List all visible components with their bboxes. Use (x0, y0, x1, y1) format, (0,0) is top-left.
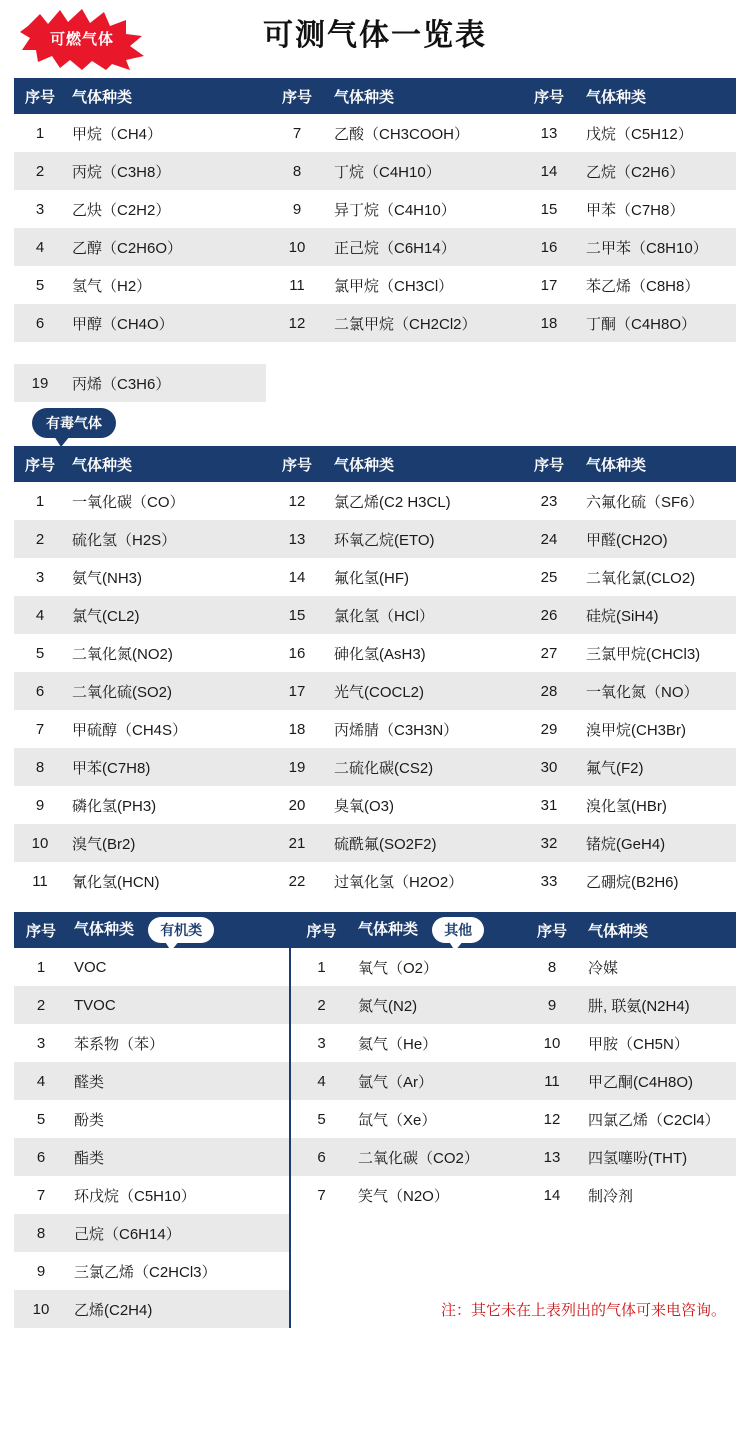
cell-gas-name: 乙烯(C2H4) (68, 1290, 290, 1328)
cell-no: 6 (14, 1138, 68, 1176)
table-row (14, 948, 736, 986)
cell-no: 24 (518, 520, 580, 558)
cell-no: 10 (266, 228, 328, 266)
cell-empty (352, 1252, 522, 1290)
cell-gas-name: 二氧化硫(SO2) (66, 672, 266, 710)
cell-gas-name: 苯乙烯（C8H8） (580, 266, 736, 304)
cell-gas-name: 氙气（Xe） (352, 1100, 522, 1138)
cell-gas-name: 环戊烷（C5H10） (68, 1176, 290, 1214)
cell-gas-name: 臭氧(O3) (328, 786, 518, 824)
cell-no: 4 (290, 1062, 352, 1100)
cell-no: 25 (518, 558, 580, 596)
col-header-name-1: 气体种类 (66, 446, 266, 482)
table-header-row (14, 912, 736, 948)
cell-gas-name: 甲胺（CH5N） (582, 1024, 736, 1062)
cell-gas-name: TVOC (68, 986, 290, 1024)
cell-gas-name: 氯乙烯(C2 H3CL) (328, 482, 518, 520)
other-category-tag: 其他 (432, 917, 484, 943)
cell-gas-name: 甲硫醇（CH4S） (66, 710, 266, 748)
cell-gas-name: 一氧化氮（NO） (580, 672, 736, 710)
table-row (14, 1252, 736, 1290)
cell-no: 8 (14, 748, 66, 786)
cell-no: 2 (14, 986, 68, 1024)
cell-gas-name: 氨气(NH3) (66, 558, 266, 596)
col-header-name-2: 气体种类 (328, 446, 518, 482)
cell-empty (518, 364, 580, 402)
cell-gas-name: 甲烷（CH4） (66, 114, 266, 152)
table-header-row (14, 446, 736, 482)
flammable-gas-table (14, 78, 736, 402)
cell-gas-name: 氯气(CL2) (66, 596, 266, 634)
cell-gas-name: 己烷（C6H14） (68, 1214, 290, 1252)
cell-gas-name: 四氢噻吩(THT) (582, 1138, 736, 1176)
cell-gas-name: 乙烷（C2H6） (580, 152, 736, 190)
cell-no: 22 (266, 862, 328, 900)
cell-empty (522, 1214, 582, 1252)
cell-gas-name: VOC (68, 948, 290, 986)
cell-no: 13 (518, 114, 580, 152)
organic-other-table (14, 912, 736, 1328)
cell-gas-name: 丙烯腈（C3H3N） (328, 710, 518, 748)
cell-gas-name: 六氟化硫（SF6） (580, 482, 736, 520)
cell-no: 18 (518, 304, 580, 342)
cell-gas-name: 硅烷(SiH4) (580, 596, 736, 634)
table-row (14, 1176, 736, 1214)
cell-gas-name: 氩气（Ar） (352, 1062, 522, 1100)
cell-gas-name: 甲醛(CH2O) (580, 520, 736, 558)
organic-category-tag: 有机类 (148, 917, 214, 943)
cell-no: 26 (518, 596, 580, 634)
table-row (14, 520, 736, 558)
cell-no: 19 (266, 748, 328, 786)
table-row (14, 1100, 736, 1138)
table-row (14, 1024, 736, 1062)
cell-gas-name: 笑气（N2O） (352, 1176, 522, 1214)
table-row (14, 228, 736, 266)
cell-no: 12 (266, 482, 328, 520)
cell-gas-name: 制冷剂 (582, 1176, 736, 1214)
cell-no: 10 (14, 824, 66, 862)
cell-no: 18 (266, 710, 328, 748)
cell-no: 28 (518, 672, 580, 710)
cell-gas-name: 甲苯(C7H8) (66, 748, 266, 786)
cell-gas-name: 溴化氢(HBr) (580, 786, 736, 824)
table-row (14, 190, 736, 228)
cell-no: 8 (522, 948, 582, 986)
table-row (14, 1062, 736, 1100)
cell-gas-name: 肼, 联氨(N2H4) (582, 986, 736, 1024)
cell-no: 3 (14, 190, 66, 228)
cell-no: 16 (266, 634, 328, 672)
col-header-name-3: 气体种类 (580, 78, 736, 114)
cell-gas-name: 冷媒 (582, 948, 736, 986)
cell-gas-name: 砷化氢(AsH3) (328, 634, 518, 672)
cell-gas-name: 二氧化氮(NO2) (66, 634, 266, 672)
cell-gas-name: 酯类 (68, 1138, 290, 1176)
cell-gas-name: 正己烷（C6H14） (328, 228, 518, 266)
cell-gas-name: 乙醇（C2H6O） (66, 228, 266, 266)
cell-no: 14 (518, 152, 580, 190)
cell-empty (290, 1214, 352, 1252)
cell-gas-name: 氯化氢（HCl） (328, 596, 518, 634)
cell-no: 14 (266, 558, 328, 596)
table-row (14, 710, 736, 748)
cell-gas-name: 醛类 (68, 1062, 290, 1100)
cell-no: 2 (290, 986, 352, 1024)
cell-no: 5 (290, 1100, 352, 1138)
cell-no: 10 (14, 1290, 68, 1328)
cell-no: 6 (14, 672, 66, 710)
flammable-badge-label: 可燃气体 (49, 30, 114, 48)
cell-gas-name: 异丁烷（C4H10） (328, 190, 518, 228)
col-header-name-other (352, 912, 522, 948)
cell-no: 1 (290, 948, 352, 986)
col-header-no-other: 序号 (290, 912, 352, 948)
table-row (14, 266, 736, 304)
table-row (14, 824, 736, 862)
col-header-name-organic-text: 气体种类 (74, 920, 135, 938)
cell-no: 6 (290, 1138, 352, 1176)
cell-gas-name: 氯甲烷（CH3Cl） (328, 266, 518, 304)
cell-empty (522, 1252, 582, 1290)
cell-empty (582, 1214, 736, 1252)
bottom-section (14, 912, 736, 1328)
col-header-name-other-2: 气体种类 (582, 912, 736, 948)
cell-no: 11 (14, 862, 66, 900)
cell-no: 5 (14, 1100, 68, 1138)
cell-no: 3 (14, 1024, 68, 1062)
cell-gas-name: 硫酰氟(SO2F2) (328, 824, 518, 862)
col-header-name-organic (68, 912, 290, 948)
table-row (14, 304, 736, 342)
cell-no: 4 (14, 596, 66, 634)
col-header-no-1: 序号 (14, 446, 66, 482)
table-header-row (14, 78, 736, 114)
cell-no: 8 (266, 152, 328, 190)
cell-no: 12 (522, 1100, 582, 1138)
cell-gas-name: 二硫化碳(CS2) (328, 748, 518, 786)
cell-gas-name: 一氧化碳（CO） (66, 482, 266, 520)
cell-no: 1 (14, 114, 66, 152)
cell-no: 2 (14, 520, 66, 558)
cell-no: 5 (14, 266, 66, 304)
cell-gas-name: 二氧化碳（CO2） (352, 1138, 522, 1176)
table-row (14, 482, 736, 520)
cell-no: 29 (518, 710, 580, 748)
cell-no: 15 (518, 190, 580, 228)
cell-no: 9 (266, 190, 328, 228)
cell-no: 17 (266, 672, 328, 710)
cell-empty (266, 364, 328, 402)
cell-gas-name: 环氧乙烷(ETO) (328, 520, 518, 558)
page-header (14, 0, 736, 78)
col-header-no-other-2: 序号 (522, 912, 582, 948)
cell-no: 1 (14, 948, 68, 986)
table-row (14, 152, 736, 190)
cell-gas-name: 甲乙酮(C4H8O) (582, 1062, 736, 1100)
cell-gas-name: 乙炔（C2H2） (66, 190, 266, 228)
table-row (14, 986, 736, 1024)
table-row (14, 748, 736, 786)
cell-no: 8 (14, 1214, 68, 1252)
cell-gas-name: 硫化氢（H2S） (66, 520, 266, 558)
cell-no: 11 (522, 1062, 582, 1100)
toxic-gas-table (14, 446, 736, 900)
cell-empty (290, 1290, 352, 1328)
cell-no: 3 (14, 558, 66, 596)
cell-gas-name: 酚类 (68, 1100, 290, 1138)
cell-gas-name: 氰化氢(HCN) (66, 862, 266, 900)
footer-note: 注：其它未在上表列出的气体可来电咨询。 (352, 1290, 736, 1328)
cell-no: 33 (518, 862, 580, 900)
cell-gas-name: 光气(COCL2) (328, 672, 518, 710)
spacer-cell (14, 342, 736, 364)
cell-no: 4 (14, 1062, 68, 1100)
cell-gas-name: 三氯乙烯（C2HCl3） (68, 1252, 290, 1290)
col-header-no-1: 序号 (14, 78, 66, 114)
table-row (14, 1138, 736, 1176)
cell-empty (352, 1214, 522, 1252)
page-title: 可测气体一览表 (263, 19, 487, 52)
table-row (14, 786, 736, 824)
cell-no: 30 (518, 748, 580, 786)
cell-no: 12 (266, 304, 328, 342)
cell-gas-name: 二氧化氯(CLO2) (580, 558, 736, 596)
cell-no: 23 (518, 482, 580, 520)
cell-gas-name: 溴甲烷(CH3Br) (580, 710, 736, 748)
cell-no: 13 (522, 1138, 582, 1176)
cell-no: 15 (266, 596, 328, 634)
cell-no: 7 (266, 114, 328, 152)
cell-no: 6 (14, 304, 66, 342)
cell-no: 4 (14, 228, 66, 266)
cell-no: 1 (14, 482, 66, 520)
col-header-name-other-text: 气体种类 (358, 920, 419, 938)
cell-gas-name: 二甲苯（C8H10） (580, 228, 736, 266)
table-row (14, 1214, 736, 1252)
cell-no: 27 (518, 634, 580, 672)
col-header-no-3: 序号 (518, 78, 580, 114)
cell-gas-name: 丁酮（C4H8O） (580, 304, 736, 342)
table-row (14, 558, 736, 596)
cell-no: 20 (266, 786, 328, 824)
cell-no: 3 (290, 1024, 352, 1062)
cell-gas-name: 二氯甲烷（CH2Cl2） (328, 304, 518, 342)
cell-no: 2 (14, 152, 66, 190)
cell-no: 9 (14, 786, 66, 824)
table-row (14, 114, 736, 152)
cell-empty (582, 1252, 736, 1290)
cell-gas-name: 过氧化氢（H2O2） (328, 862, 518, 900)
cell-no: 19 (14, 364, 66, 402)
cell-no: 16 (518, 228, 580, 266)
cell-no: 5 (14, 634, 66, 672)
cell-no: 32 (518, 824, 580, 862)
toxic-gas-tag: 有毒气体 (32, 408, 116, 438)
cell-gas-name: 氧气（O2） (352, 948, 522, 986)
cell-gas-name: 氟气(F2) (580, 748, 736, 786)
cell-gas-name: 丙烯（C3H6） (66, 364, 266, 402)
col-header-no-organic: 序号 (14, 912, 68, 948)
table-row (14, 1290, 736, 1328)
cell-no: 31 (518, 786, 580, 824)
cell-gas-name: 磷化氢(PH3) (66, 786, 266, 824)
col-header-name-2: 气体种类 (328, 78, 518, 114)
cell-gas-name: 苯系物（苯） (68, 1024, 290, 1062)
col-header-name-1: 气体种类 (66, 78, 266, 114)
table-row (14, 364, 736, 402)
cell-gas-name: 乙酸（CH3COOH） (328, 114, 518, 152)
cell-gas-name: 锗烷(GeH4) (580, 824, 736, 862)
cell-no: 11 (266, 266, 328, 304)
cell-gas-name: 溴气(Br2) (66, 824, 266, 862)
cell-no: 9 (14, 1252, 68, 1290)
cell-no: 9 (522, 986, 582, 1024)
cell-no: 14 (522, 1176, 582, 1214)
col-header-no-3: 序号 (518, 446, 580, 482)
cell-gas-name: 氦气（He） (352, 1024, 522, 1062)
cell-gas-name: 丙烷（C3H8） (66, 152, 266, 190)
cell-gas-name: 氮气(N2) (352, 986, 522, 1024)
cell-gas-name: 氢气（H2） (66, 266, 266, 304)
cell-empty (290, 1252, 352, 1290)
table-row (14, 634, 736, 672)
table-spacer-row (14, 342, 736, 364)
cell-no: 7 (290, 1176, 352, 1214)
cell-gas-name: 戊烷（C5H12） (580, 114, 736, 152)
cell-gas-name: 四氯乙烯（C2Cl4） (582, 1100, 736, 1138)
cell-empty (580, 364, 736, 402)
col-header-no-2: 序号 (266, 446, 328, 482)
table-row (14, 596, 736, 634)
cell-empty (328, 364, 518, 402)
cell-gas-name: 丁烷（C4H10） (328, 152, 518, 190)
cell-no: 17 (518, 266, 580, 304)
cell-no: 13 (266, 520, 328, 558)
cell-no: 7 (14, 710, 66, 748)
cell-gas-name: 乙硼烷(B2H6) (580, 862, 736, 900)
cell-gas-name: 氟化氢(HF) (328, 558, 518, 596)
cell-gas-name: 甲醇（CH4O） (66, 304, 266, 342)
col-header-name-3: 气体种类 (580, 446, 736, 482)
cell-gas-name: 三氯甲烷(CHCl3) (580, 634, 736, 672)
col-header-no-2: 序号 (266, 78, 328, 114)
cell-no: 7 (14, 1176, 68, 1214)
table-row (14, 862, 736, 900)
cell-no: 21 (266, 824, 328, 862)
cell-gas-name: 甲苯（C7H8） (580, 190, 736, 228)
table-row (14, 672, 736, 710)
cell-no: 10 (522, 1024, 582, 1062)
